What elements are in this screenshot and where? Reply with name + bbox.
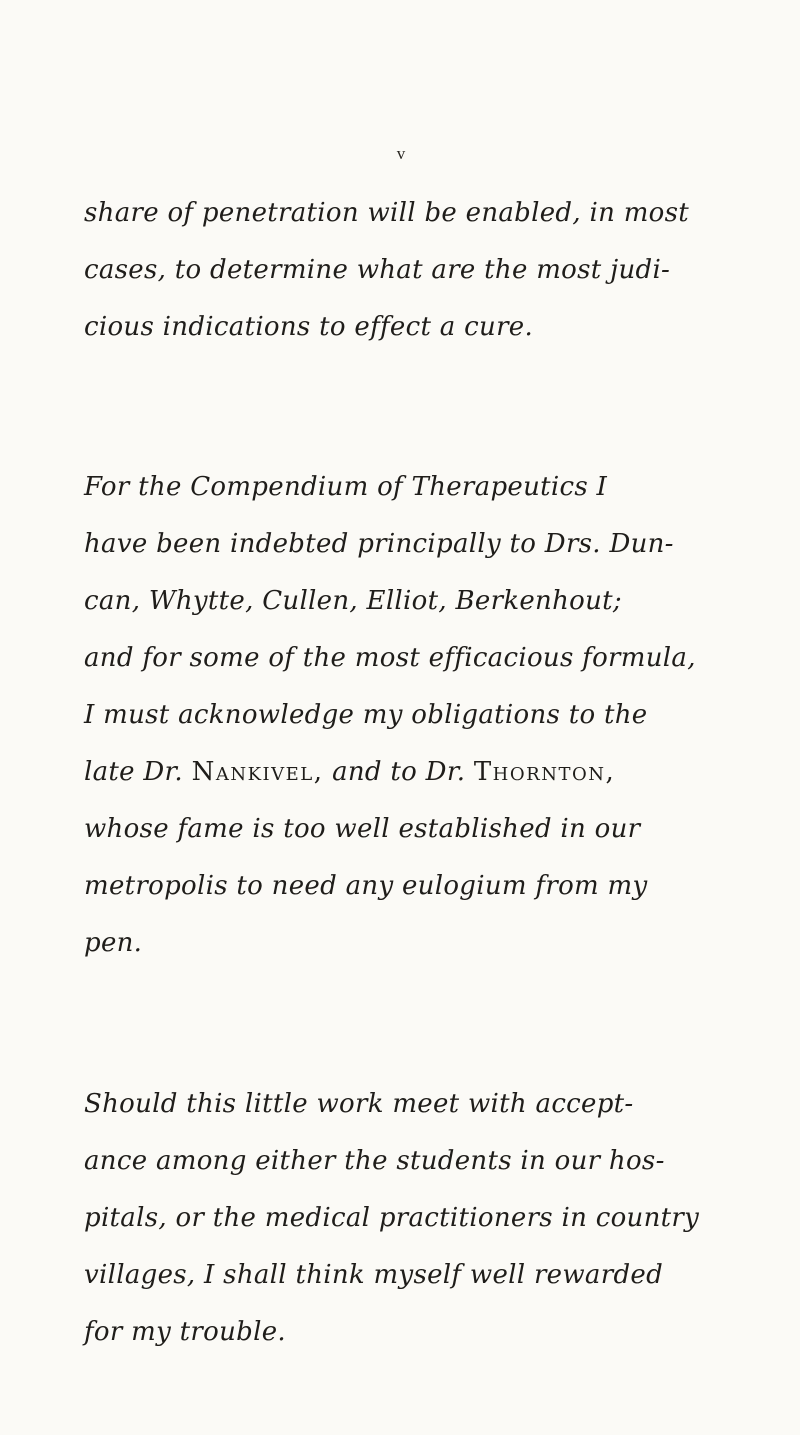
paragraph-should xyxy=(84,1076,724,1361)
text-line: whose fame is too well established in our xyxy=(84,814,641,844)
text-line: I must acknowledge my obligations to the xyxy=(84,700,648,730)
name-nankivel: Nankivel, xyxy=(191,757,324,787)
text-line: Should this little work meet with accept- xyxy=(84,1089,634,1119)
name-thornton: Thornton, xyxy=(473,757,616,787)
text-line-prefix: late Dr. xyxy=(84,757,192,787)
paragraph-penetration xyxy=(84,185,724,356)
text-line: for my trouble. xyxy=(84,1317,286,1347)
text-line: pitals, or the medical practitioners in country xyxy=(84,1203,700,1233)
text-line: cases, to determine what are the most judi- xyxy=(84,255,671,285)
text-line: can, Whytte, Cullen, Elliot, Berkenhout; xyxy=(84,586,622,616)
text-line: villages, I shall think myself well rewarded xyxy=(84,1260,664,1290)
text-line: share of penetration will be enabled, in most xyxy=(84,198,690,228)
paragraph-compendium xyxy=(84,459,724,972)
text-line: ance among either the students in our hos- xyxy=(84,1146,665,1176)
name-connector: and to Dr. xyxy=(323,757,474,787)
text-line: metropolis to need any eulogium from my xyxy=(84,871,648,901)
text-line: pen. xyxy=(84,928,143,958)
text-line: have been indebted principally to Drs. Dun- xyxy=(84,529,674,559)
text-line: and for some of the most efficacious formula, xyxy=(84,643,696,673)
text-line-names xyxy=(84,744,724,801)
text-line: For the Compendium of Therapeutics I xyxy=(84,472,608,502)
page-number: v xyxy=(396,144,406,163)
text-line: cious indications to effect a cure. xyxy=(84,312,534,342)
